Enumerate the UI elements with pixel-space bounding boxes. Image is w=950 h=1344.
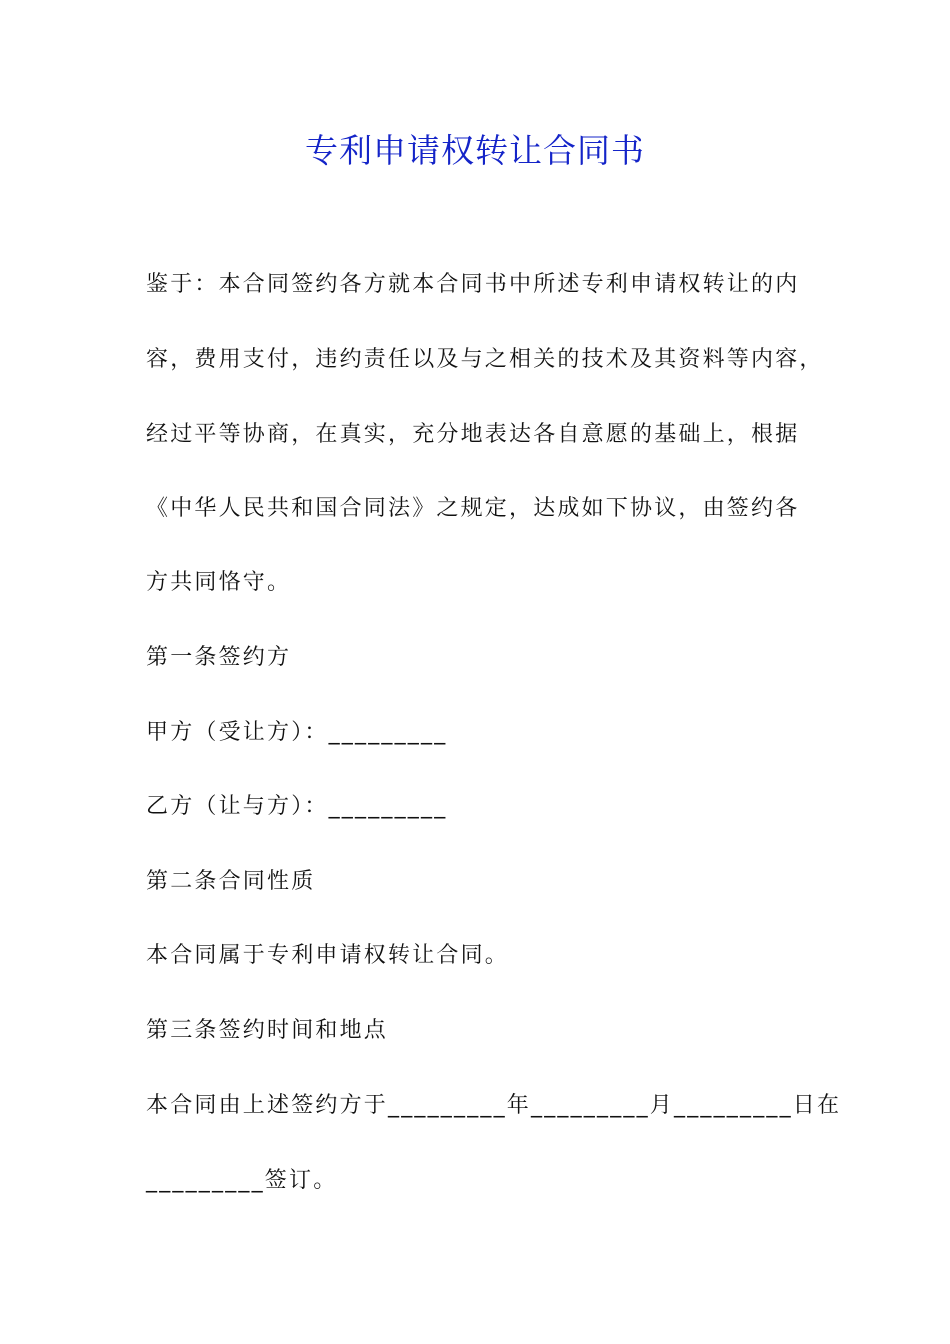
preamble-line-5: 方共同恪守。 — [146, 570, 292, 595]
article-3-body-line-1: 本合同由上述签约方于_________年_________月_________日在 — [146, 1093, 842, 1118]
article-1-heading: 第一条签约方 — [146, 645, 292, 670]
document-title: 专利申请权转让合同书 — [305, 131, 645, 170]
article-3-heading: 第三条签约时间和地点 — [146, 1018, 389, 1043]
party-b-line: 乙方（让与方）：_________ — [146, 794, 448, 819]
party-a-line: 甲方（受让方）：_________ — [146, 720, 448, 745]
preamble-line-4: 《中华人民共和国合同法》之规定，达成如下协议，由签约各 — [146, 496, 800, 521]
article-2-heading: 第二条合同性质 — [146, 869, 316, 894]
preamble-line-3: 经过平等协商，在真实，充分地表达各自意愿的基础上，根据 — [146, 422, 800, 447]
preamble-line-2: 容，费用支付，违约责任以及与之相关的技术及其资料等内容， — [146, 347, 824, 372]
article-3-body-line-2: _________签订。 — [146, 1168, 338, 1193]
article-2-body: 本合同属于专利申请权转让合同。 — [146, 943, 510, 968]
preamble-line-1: 鉴于：本合同签约各方就本合同书中所述专利申请权转让的内 — [146, 272, 800, 297]
